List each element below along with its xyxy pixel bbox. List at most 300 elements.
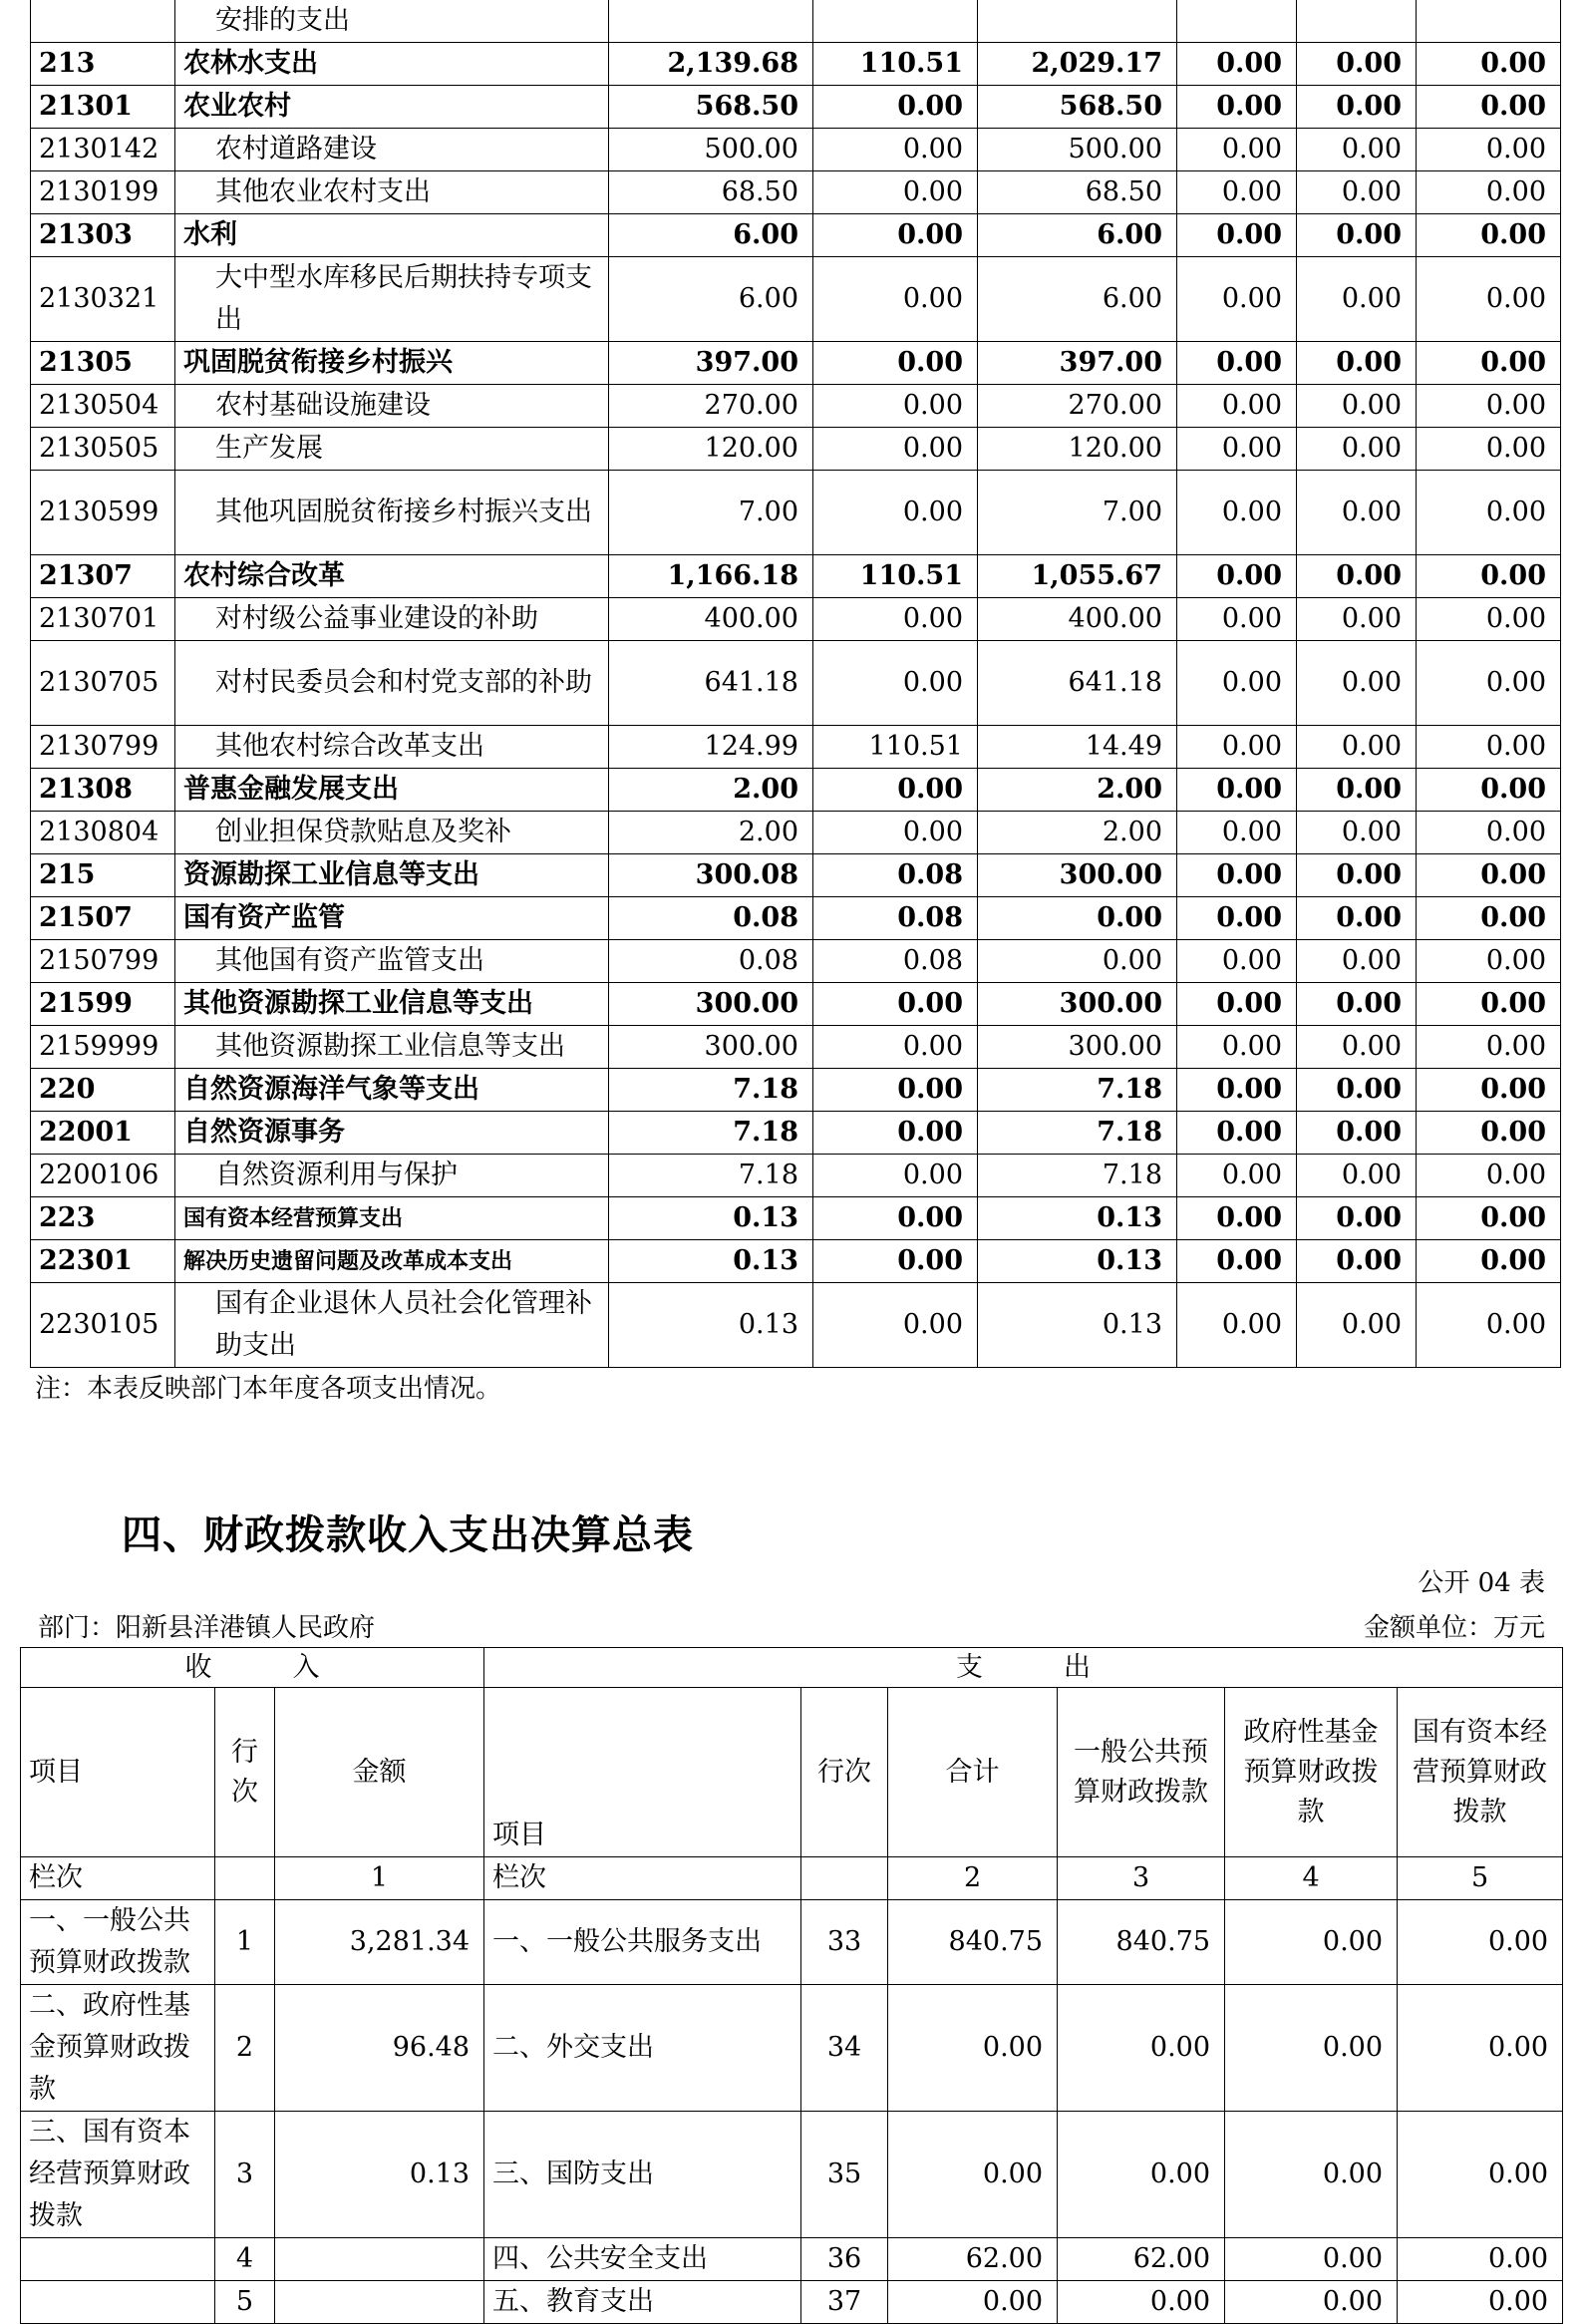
value-cell: 0.00	[1177, 471, 1297, 555]
value-cell: 0.00	[1177, 129, 1297, 171]
total-cell: 0.00	[888, 1985, 1058, 2112]
value-cell: 7.18	[978, 1155, 1177, 1197]
value-cell: 0.00	[813, 983, 978, 1026]
value-cell: 0.00	[1177, 641, 1297, 726]
value-cell: 0.00	[1297, 129, 1417, 171]
value-cell: 0.13	[609, 1197, 813, 1240]
table-row	[31, 43, 1561, 86]
table-row	[21, 2112, 1563, 2238]
expense-row-no-cell: 34	[801, 1985, 888, 2112]
item-header: 项目	[21, 1688, 215, 1857]
value-cell: 7.18	[609, 1069, 813, 1112]
table-row	[31, 1283, 1561, 1368]
value-cell: 0.00	[1297, 342, 1417, 385]
col-index-empty	[801, 1857, 888, 1900]
table-row	[31, 812, 1561, 854]
income-row-no-cell: 2	[215, 1985, 275, 2112]
value-cell: 0.00	[813, 598, 978, 641]
income-header: 收 入	[21, 1648, 484, 1688]
code-cell: 2130199	[31, 171, 175, 214]
value-cell: 0.00	[813, 1026, 978, 1069]
value-cell: 0.08	[609, 940, 813, 983]
table-row	[31, 598, 1561, 641]
value-cell: 0.00	[1417, 86, 1561, 129]
income-amount-cell	[275, 2238, 484, 2281]
table-row	[31, 940, 1561, 983]
value-cell: 0.00	[1417, 726, 1561, 769]
value-cell: 0.00	[813, 1283, 978, 1368]
income-item-cell: 一、一般公共预算财政拨款	[21, 1900, 215, 1985]
value-cell: 0.00	[1177, 385, 1297, 428]
value-cell: 300.00	[978, 983, 1177, 1026]
table-row	[31, 385, 1561, 428]
col-index-3: 3	[1058, 1857, 1225, 1900]
value-cell: 0.00	[813, 342, 978, 385]
value-cell: 6.00	[609, 257, 813, 342]
table-row	[31, 641, 1561, 726]
value-cell: 0.00	[1417, 257, 1561, 342]
table-note: 注：本表反映部门本年度各项支出情况。	[35, 1374, 502, 1404]
general-budget-cell: 0.00	[1058, 2112, 1225, 2238]
value-cell: 0.00	[1297, 1112, 1417, 1155]
col-index-5: 5	[1398, 1857, 1563, 1900]
code-cell: 21308	[31, 769, 175, 812]
value-cell: 2.00	[978, 812, 1177, 854]
expense-row-no-cell: 35	[801, 2112, 888, 2238]
value-cell: 0.00	[1177, 1069, 1297, 1112]
value-cell: 300.00	[978, 1026, 1177, 1069]
value-cell: 124.99	[609, 726, 813, 769]
value-cell: 0.00	[1177, 214, 1297, 257]
expense-item-cell: 三、国防支出	[484, 2112, 801, 2238]
fiscal-summary-table	[20, 1647, 1563, 2324]
value-cell: 0.00	[1177, 1197, 1297, 1240]
value-cell: 0.00	[1297, 471, 1417, 555]
value-cell: 0.00	[1417, 598, 1561, 641]
name-cell: 其他国有资产监管支出	[175, 940, 609, 983]
value-cell: 2,029.17	[978, 43, 1177, 86]
value-cell: 0.00	[1177, 428, 1297, 471]
expense-row-no-cell: 33	[801, 1900, 888, 1985]
table-row	[31, 726, 1561, 769]
department-label: 部门：阳新县洋港镇人民政府	[38, 1613, 376, 1643]
fund-budget-cell: 0.00	[1225, 1985, 1398, 2112]
fund-budget-header: 政府性基金预算财政拨款	[1225, 1688, 1398, 1857]
name-cell: 解决历史遗留问题及改革成本支出	[175, 1240, 609, 1283]
name-cell: 自然资源事务	[175, 1112, 609, 1155]
value-cell: 0.00	[1297, 555, 1417, 598]
table-row	[31, 428, 1561, 471]
column-index-row	[21, 1857, 1563, 1900]
value-cell: 300.00	[609, 1026, 813, 1069]
expense-item-cell: 五、教育支出	[484, 2281, 801, 2324]
state-capital-cell: 0.00	[1398, 2238, 1563, 2281]
value-cell: 0.00	[1417, 1283, 1561, 1368]
value-cell: 7.18	[609, 1112, 813, 1155]
col-index-empty	[215, 1857, 275, 1900]
table-row	[31, 1069, 1561, 1112]
state-capital-cell: 0.00	[1398, 2281, 1563, 2324]
col-index-2: 2	[888, 1857, 1058, 1900]
code-cell: 22001	[31, 1112, 175, 1155]
value-cell: 0.00	[1417, 983, 1561, 1026]
fund-budget-cell: 0.00	[1225, 2112, 1398, 2238]
total-header: 合计	[888, 1688, 1058, 1857]
value-cell: 0.00	[1177, 43, 1297, 86]
state-capital-cell: 0.00	[1398, 1900, 1563, 1985]
value-cell: 0.00	[813, 471, 978, 555]
total-cell: 62.00	[888, 2238, 1058, 2281]
value-cell: 400.00	[978, 598, 1177, 641]
value-cell: 0.00	[813, 86, 978, 129]
name-cell: 其他巩固脱贫衔接乡村振兴支出	[175, 471, 609, 555]
code-cell: 2200106	[31, 1155, 175, 1197]
code-cell: 21599	[31, 983, 175, 1026]
value-cell: 0.00	[978, 897, 1177, 940]
state-capital-header: 国有资本经营预算财政拨款	[1398, 1688, 1563, 1857]
expense-item-cell: 二、外交支出	[484, 1985, 801, 2112]
fund-budget-cell: 0.00	[1225, 2281, 1398, 2324]
table-row	[31, 0, 1561, 43]
value-cell: 0.00	[1177, 1240, 1297, 1283]
general-budget-cell: 840.75	[1058, 1900, 1225, 1985]
value-cell: 1,166.18	[609, 555, 813, 598]
name-cell: 农业农村	[175, 86, 609, 129]
name-cell: 水利	[175, 214, 609, 257]
value-cell: 270.00	[978, 385, 1177, 428]
value-cell: 300.08	[609, 854, 813, 897]
code-cell: 2130599	[31, 471, 175, 555]
value-cell: 0.00	[813, 214, 978, 257]
value-cell: 2.00	[609, 812, 813, 854]
value-cell: 0.00	[1417, 641, 1561, 726]
name-cell: 自然资源利用与保护	[175, 1155, 609, 1197]
value-cell: 0.00	[1177, 897, 1297, 940]
value-cell: 0.00	[1417, 769, 1561, 812]
value-cell: 0.00	[1177, 1155, 1297, 1197]
total-cell: 0.00	[888, 2112, 1058, 2238]
state-capital-cell: 0.00	[1398, 1985, 1563, 2112]
value-cell: 0.00	[1297, 940, 1417, 983]
code-cell: 2130804	[31, 812, 175, 854]
value-cell: 0.00	[1297, 43, 1417, 86]
value-cell: 0.00	[813, 1240, 978, 1283]
value-cell: 6.00	[978, 257, 1177, 342]
col-index-label: 栏次	[484, 1857, 801, 1900]
value-cell: 0.00	[1297, 1240, 1417, 1283]
col-index-4: 4	[1225, 1857, 1398, 1900]
value-cell: 0.00	[1297, 428, 1417, 471]
value-cell: 0.00	[1297, 1155, 1417, 1197]
code-cell: 2159999	[31, 1026, 175, 1069]
value-cell	[813, 0, 978, 43]
code-cell: 2150799	[31, 940, 175, 983]
table-row	[21, 2238, 1563, 2281]
value-cell: 0.13	[609, 1283, 813, 1368]
value-cell: 0.00	[1417, 1069, 1561, 1112]
income-item-cell	[21, 2281, 215, 2324]
value-cell: 2,139.68	[609, 43, 813, 86]
value-cell: 0.00	[1177, 769, 1297, 812]
table-row	[31, 1026, 1561, 1069]
value-cell	[609, 0, 813, 43]
value-cell: 0.00	[813, 171, 978, 214]
table-row	[31, 86, 1561, 129]
value-cell: 0.00	[1417, 555, 1561, 598]
value-cell: 0.00	[1297, 171, 1417, 214]
table-row	[31, 555, 1561, 598]
value-cell: 0.00	[1297, 257, 1417, 342]
value-cell: 110.51	[813, 43, 978, 86]
value-cell: 397.00	[609, 342, 813, 385]
name-cell: 国有资本经营预算支出	[175, 1197, 609, 1240]
value-cell: 0.00	[1177, 1283, 1297, 1368]
value-cell: 7.18	[978, 1069, 1177, 1112]
income-row-no-cell: 4	[215, 2238, 275, 2281]
name-cell: 资源勘探工业信息等支出	[175, 854, 609, 897]
name-cell: 自然资源海洋气象等支出	[175, 1069, 609, 1112]
code-cell: 2130701	[31, 598, 175, 641]
table-row	[31, 1240, 1561, 1283]
table-row	[31, 129, 1561, 171]
value-cell: 2.00	[978, 769, 1177, 812]
name-cell: 农林水支出	[175, 43, 609, 86]
value-cell: 0.00	[1417, 897, 1561, 940]
value-cell	[1297, 0, 1417, 43]
name-cell: 大中型水库移民后期扶持专项支出	[175, 257, 609, 342]
value-cell: 0.13	[978, 1283, 1177, 1368]
value-cell: 1,055.67	[978, 555, 1177, 598]
code-cell: 2130799	[31, 726, 175, 769]
value-cell: 6.00	[609, 214, 813, 257]
income-item-cell: 二、政府性基金预算财政拨款	[21, 1985, 215, 2112]
value-cell: 68.50	[978, 171, 1177, 214]
value-cell: 0.00	[1297, 983, 1417, 1026]
income-row-no-cell: 1	[215, 1900, 275, 1985]
code-cell: 2130142	[31, 129, 175, 171]
value-cell: 0.00	[813, 257, 978, 342]
total-cell: 0.00	[888, 2281, 1058, 2324]
name-cell: 对村级公益事业建设的补助	[175, 598, 609, 641]
value-cell: 0.00	[1417, 171, 1561, 214]
value-cell: 0.00	[813, 428, 978, 471]
value-cell: 7.18	[978, 1112, 1177, 1155]
value-cell: 0.00	[1417, 129, 1561, 171]
code-cell	[31, 0, 175, 43]
value-cell: 0.00	[1297, 598, 1417, 641]
value-cell: 120.00	[978, 428, 1177, 471]
table-row	[31, 471, 1561, 555]
code-cell: 21305	[31, 342, 175, 385]
income-amount-cell: 96.48	[275, 1985, 484, 2112]
section-title: 四、财政拨款收入支出决算总表	[122, 1511, 694, 1558]
value-cell: 120.00	[609, 428, 813, 471]
table-row	[21, 1985, 1563, 2112]
income-item-cell: 三、国有资本经营预算财政拨款	[21, 2112, 215, 2238]
value-cell: 0.08	[813, 854, 978, 897]
code-cell: 2230105	[31, 1283, 175, 1368]
value-cell: 0.00	[1297, 854, 1417, 897]
value-cell: 7.00	[978, 471, 1177, 555]
table-row	[31, 854, 1561, 897]
code-cell: 2130504	[31, 385, 175, 428]
value-cell	[978, 0, 1177, 43]
income-item-cell	[21, 2238, 215, 2281]
value-cell: 0.00	[1417, 342, 1561, 385]
value-cell: 500.00	[978, 129, 1177, 171]
value-cell: 0.00	[1417, 854, 1561, 897]
expense-row-no-cell: 37	[801, 2281, 888, 2324]
name-cell: 巩固脱贫衔接乡村振兴	[175, 342, 609, 385]
general-budget-header: 一般公共预算财政拨款	[1058, 1688, 1225, 1857]
name-cell: 农村基础设施建设	[175, 385, 609, 428]
name-cell: 普惠金融发展支出	[175, 769, 609, 812]
value-cell: 0.00	[1177, 171, 1297, 214]
value-cell: 568.50	[978, 86, 1177, 129]
value-cell: 0.08	[609, 897, 813, 940]
value-cell: 0.00	[1297, 86, 1417, 129]
name-cell: 创业担保贷款贴息及奖补	[175, 812, 609, 854]
expense-row-no-cell: 36	[801, 2238, 888, 2281]
code-cell: 21301	[31, 86, 175, 129]
value-cell: 0.00	[1297, 1283, 1417, 1368]
value-cell: 2.00	[609, 769, 813, 812]
value-cell: 0.08	[813, 940, 978, 983]
value-cell: 0.00	[1417, 385, 1561, 428]
value-cell: 0.00	[1297, 1197, 1417, 1240]
income-amount-cell: 3,281.34	[275, 1900, 484, 1985]
value-cell: 0.00	[1177, 726, 1297, 769]
value-cell: 0.00	[1417, 214, 1561, 257]
value-cell: 0.00	[1297, 726, 1417, 769]
value-cell: 0.00	[813, 769, 978, 812]
value-cell: 0.00	[1177, 342, 1297, 385]
name-cell: 其他资源勘探工业信息等支出	[175, 1026, 609, 1069]
value-cell: 0.00	[1177, 940, 1297, 983]
name-cell: 农村道路建设	[175, 129, 609, 171]
value-cell: 0.00	[1417, 1240, 1561, 1283]
name-cell: 安排的支出	[175, 0, 609, 43]
general-budget-cell: 0.00	[1058, 2281, 1225, 2324]
state-capital-cell: 0.00	[1398, 2112, 1563, 2238]
value-cell: 0.00	[1417, 1155, 1561, 1197]
value-cell: 0.00	[1417, 1197, 1561, 1240]
value-cell: 500.00	[609, 129, 813, 171]
amount-header: 金额	[275, 1688, 484, 1857]
row-no-header: 行次	[215, 1688, 275, 1857]
code-cell: 2130505	[31, 428, 175, 471]
name-cell: 其他资源勘探工业信息等支出	[175, 983, 609, 1026]
value-cell: 110.51	[813, 555, 978, 598]
code-cell: 220	[31, 1069, 175, 1112]
row-no-header-expense: 行次	[801, 1688, 888, 1857]
value-cell: 0.13	[978, 1197, 1177, 1240]
table-row	[21, 1900, 1563, 1985]
income-row-no-cell: 3	[215, 2112, 275, 2238]
value-cell: 0.00	[813, 1155, 978, 1197]
code-cell: 21307	[31, 555, 175, 598]
value-cell: 0.00	[1297, 1026, 1417, 1069]
col-index-1: 1	[275, 1857, 484, 1900]
value-cell: 0.13	[978, 1240, 1177, 1283]
code-cell: 21507	[31, 897, 175, 940]
unit-label: 金额单位：万元	[1363, 1613, 1545, 1643]
income-amount-cell	[275, 2281, 484, 2324]
expense-item-cell: 四、公共安全支出	[484, 2238, 801, 2281]
table-row	[31, 257, 1561, 342]
income-amount-cell: 0.13	[275, 2112, 484, 2238]
fund-budget-cell: 0.00	[1225, 2238, 1398, 2281]
table-row	[31, 1197, 1561, 1240]
code-cell: 21303	[31, 214, 175, 257]
value-cell: 0.13	[609, 1240, 813, 1283]
value-cell: 7.18	[609, 1155, 813, 1197]
code-cell: 223	[31, 1197, 175, 1240]
table-row	[31, 1112, 1561, 1155]
name-cell: 国有企业退休人员社会化管理补助支出	[175, 1283, 609, 1368]
value-cell: 0.00	[1177, 86, 1297, 129]
value-cell: 0.00	[1297, 641, 1417, 726]
value-cell: 0.00	[1417, 471, 1561, 555]
value-cell: 0.00	[1417, 940, 1561, 983]
table-row	[31, 1155, 1561, 1197]
name-cell: 生产发展	[175, 428, 609, 471]
value-cell: 0.00	[1297, 214, 1417, 257]
value-cell: 6.00	[978, 214, 1177, 257]
name-cell: 国有资产监管	[175, 897, 609, 940]
code-cell: 22301	[31, 1240, 175, 1283]
value-cell: 397.00	[978, 342, 1177, 385]
value-cell: 0.00	[1177, 1112, 1297, 1155]
value-cell	[1417, 0, 1561, 43]
value-cell: 0.00	[813, 1197, 978, 1240]
value-cell: 0.00	[813, 1112, 978, 1155]
value-cell: 0.00	[978, 940, 1177, 983]
value-cell: 0.00	[1177, 983, 1297, 1026]
header-row	[21, 1688, 1563, 1857]
value-cell: 0.00	[1417, 428, 1561, 471]
value-cell: 641.18	[609, 641, 813, 726]
expense-item-cell: 一、一般公共服务支出	[484, 1900, 801, 1985]
table-row	[31, 769, 1561, 812]
value-cell: 300.00	[978, 854, 1177, 897]
name-cell: 对村民委员会和村党支部的补助	[175, 641, 609, 726]
value-cell: 400.00	[609, 598, 813, 641]
value-cell: 68.50	[609, 171, 813, 214]
form-number: 公开 04 表	[1418, 1568, 1545, 1598]
value-cell: 0.00	[813, 1069, 978, 1112]
expenditure-detail-table	[30, 0, 1561, 1368]
code-cell: 2130321	[31, 257, 175, 342]
value-cell: 110.51	[813, 726, 978, 769]
value-cell: 0.00	[1297, 769, 1417, 812]
header-row	[21, 1648, 1563, 1688]
value-cell: 270.00	[609, 385, 813, 428]
value-cell: 0.00	[1177, 1026, 1297, 1069]
value-cell: 0.00	[813, 129, 978, 171]
value-cell	[1177, 0, 1297, 43]
value-cell: 0.00	[1417, 1026, 1561, 1069]
income-row-no-cell: 5	[215, 2281, 275, 2324]
total-cell: 840.75	[888, 1900, 1058, 1985]
value-cell: 568.50	[609, 86, 813, 129]
value-cell: 0.00	[813, 385, 978, 428]
table-row	[31, 342, 1561, 385]
name-cell: 农村综合改革	[175, 555, 609, 598]
col-index-label: 栏次	[21, 1857, 215, 1900]
general-budget-cell: 62.00	[1058, 2238, 1225, 2281]
table-row	[21, 2281, 1563, 2324]
